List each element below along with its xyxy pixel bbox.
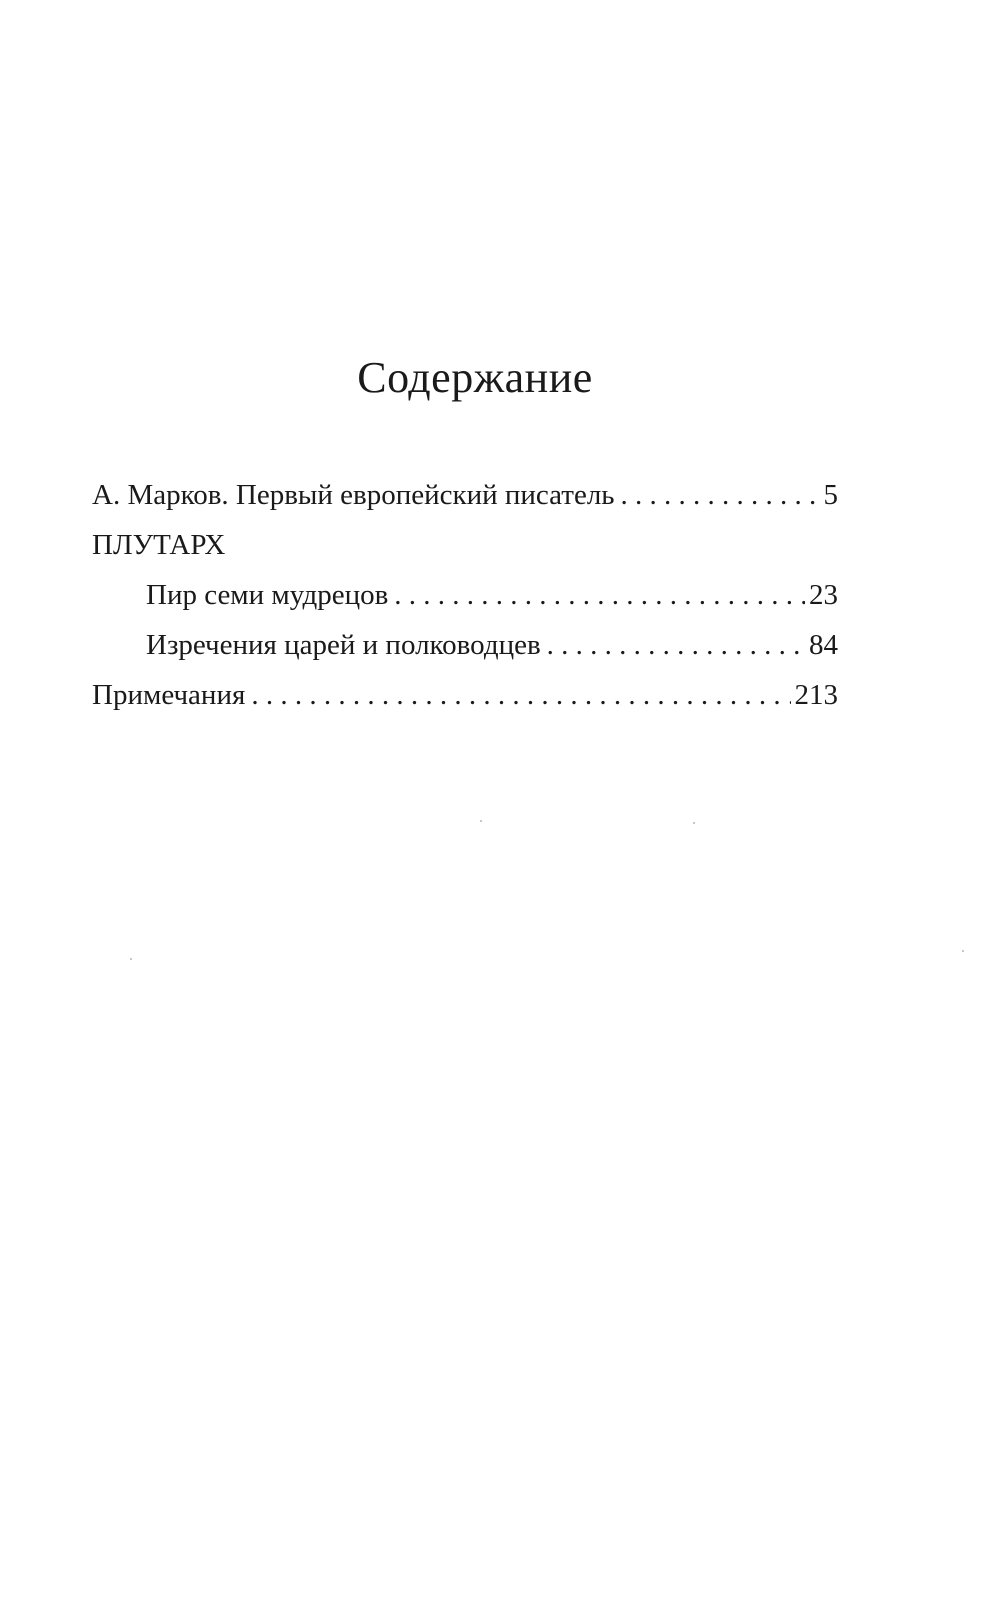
toc-entry-label: Изречения царей и полководцев bbox=[146, 629, 541, 661]
toc-dot-leader bbox=[621, 470, 820, 520]
toc-entry-page: 213 bbox=[794, 679, 838, 711]
toc-entry-notes bbox=[92, 670, 838, 720]
toc-dot-leader bbox=[251, 670, 790, 720]
paper-speck bbox=[480, 820, 482, 822]
toc-entry-markov bbox=[92, 470, 838, 520]
paper-speck bbox=[693, 822, 695, 824]
toc-entry-sayings bbox=[92, 620, 838, 670]
toc-section-label: ПЛУТАРХ bbox=[92, 529, 226, 561]
paper-speck bbox=[962, 950, 964, 952]
toc-dot-leader bbox=[547, 620, 805, 670]
toc-section-plutarch bbox=[92, 520, 838, 570]
paper-speck bbox=[130, 958, 132, 960]
toc-entry-label: Пир семи мудрецов bbox=[146, 579, 389, 611]
page-title: Содержание bbox=[357, 353, 593, 402]
toc-entry-page: 23 bbox=[809, 579, 838, 611]
toc-entry-page: 84 bbox=[809, 629, 838, 661]
toc-entry-label: Примечания bbox=[92, 679, 246, 711]
toc-entry-feast bbox=[92, 570, 838, 620]
toc-entry-label: А. Марков. Первый европейский писатель bbox=[92, 479, 615, 511]
table-of-contents bbox=[92, 470, 838, 720]
toc-entry-page: 5 bbox=[823, 479, 838, 511]
toc-dot-leader bbox=[394, 570, 805, 620]
